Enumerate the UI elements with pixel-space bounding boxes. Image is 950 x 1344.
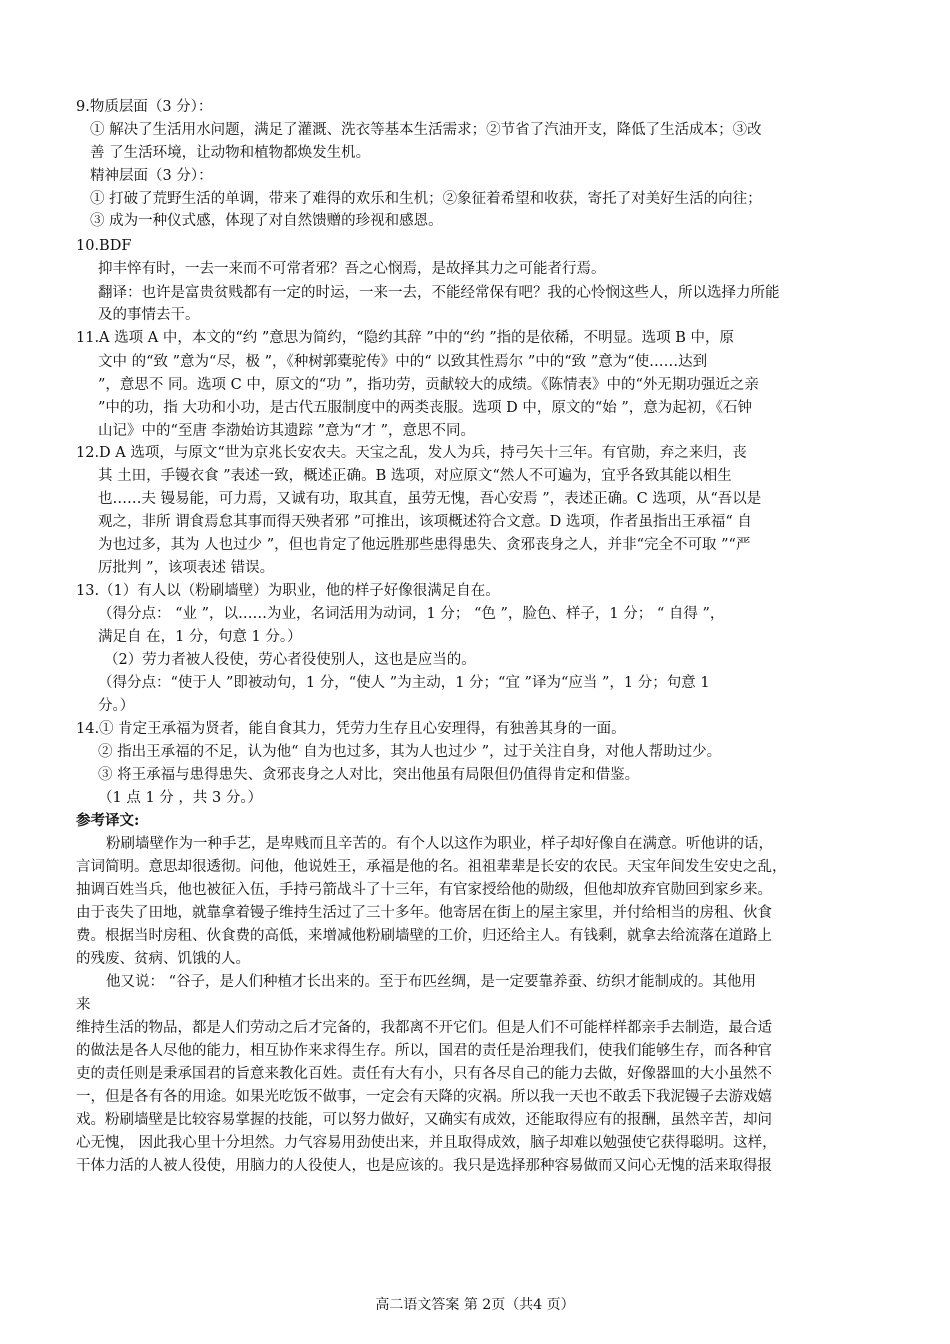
q10-original-text: 抑丰悴有时，一去一来而不可常者邪？吾之心悯焉，是故择其力之可能者行焉。 xyxy=(98,261,606,277)
q11-line: 文中 的“致 ”意为“尽，极 ”，《种树郭橐驼传》中的“ 以致其性焉尔 ”中的“致 ”意为“使……达到 xyxy=(98,354,708,370)
q10-answer: 10.BDF xyxy=(76,238,132,254)
translation-line: 维持生活的物品，都是人们劳动之后才完备的，我都离不开它们。但是人们不可能样样都亲手去制造，最合适 xyxy=(76,1020,772,1036)
translation-heading: 参考译文: xyxy=(76,812,140,829)
translation-line: 来 xyxy=(76,997,91,1013)
q13-part2: （2）劳力者被人役使，劳心者役使别人，这也是应当的。 xyxy=(104,652,476,668)
q12-line: 观之，非所 谓食焉怠其事而得天殃者邪 ”可推出，该项概述符合文意。D 选项，作者虽指出王承福“ 自 xyxy=(98,514,752,530)
translation-line: 的残废、贫病、饥饿的人。 xyxy=(76,951,250,967)
q9-spiritual-heading: 精神层面（3 分）： xyxy=(90,168,213,184)
translation-line: 由于丧失了田地，就靠拿着镘子维持生活过了三十多年。他寄居在街上的屋主家里，并付给相当的房租、伙食 xyxy=(76,905,772,921)
q11-line: 山记》中的“至唐 李渤始访其遗踪 ”意为“才 ”，意思不同。 xyxy=(98,423,475,439)
q13-scoring-1: （得分点： “业 ”，以……为业，名词活用为动词，1 分； “色 ”，脸色、样子，1 分； “ 自得 ”， xyxy=(98,606,725,622)
page-footer: 高二语文答案 第 2页（共4 页） xyxy=(375,1297,575,1313)
translation-line: 抽调百姓当兵，他也被征入伍，手持弓箭战斗了十三年，有官家授给他的勋级，但他却放弃官勋回到家乡来。 xyxy=(76,882,772,898)
translation-line: 言词简明。意思却很透彻。问他，他说姓王，承福是他的名。祖祖辈辈是长安的农民。天宝年间发生安史之乱， xyxy=(76,859,787,875)
q11-line: ”中的功，指 大功和小功，是古代五服制度中的两类丧服。选项 D 中，原文的“始 ”，意为起初，《石钟 xyxy=(98,400,753,416)
translation-line: 一，但是各有各的用途。如果光吃饭不做事，一定会有天降的灾祸。所以我一天也不敢丢下我泥镘子去游戏嬉 xyxy=(76,1089,772,1105)
q12-line: 其 土田，手镘衣食 ”表述一致，概述正确。B 选项，对应原文“然人不可遍为，宜乎各致其能以相生 xyxy=(98,468,732,484)
q14-point-1: 14.① 肯定王承福为贤者，能自食其力，凭劳力生存且心安理得，有独善其身的一面。 xyxy=(76,721,626,737)
q14-scoring: （1 点 1 分 ，共 3 分。） xyxy=(98,790,263,806)
q12-line: 厉批判 ”，该项表述 错误。 xyxy=(98,560,275,576)
translation-line: 吏的责任则是秉承国君的旨意来教化百姓。责任有大有小，只有各尽自己的能力去做，好像器皿的大小虽然不 xyxy=(76,1066,772,1082)
translation-line: 粉刷墙壁作为一种手艺，是卑贱而且辛苦的。有个人以这作为职业，样子却好像自在满意。听他讲的话， xyxy=(106,836,773,852)
q12-answer: 12.D A 选项，与原文“世为京兆长安农夫。天宝之乱，发人为兵，持弓矢十三年。有官勋，弃之来归，丧 xyxy=(76,445,747,461)
q10-translation: 翻译：也许是富贵贫贱都有一定的时运，一来一去，不能经常保有吧？我的心怜悯这些人，所以选择力所能 xyxy=(98,285,780,301)
q11-answer: 11.A 选项 A 中，本文的“约 ”意思为简约，“隐约其辞 ”中的“约 ”指的是依稀，不明显。选项 B 中，原 xyxy=(76,330,735,346)
translation-line: 费。根据当时房租、伙食费的高低，来增减他粉刷墙壁的工价，归还给主人。有钱剩，就拿去给流落在道路上 xyxy=(76,928,772,944)
q9-material-heading: 9.物质层面（3 分）： xyxy=(76,99,213,115)
q10-translation: 及的事情去干。 xyxy=(98,307,200,323)
translation-line: 他又说： “谷子，是人们种植才长出来的。至于布匹丝绸，是一定要靠养蚕、纺织才能制成的。其他用 xyxy=(106,974,757,990)
q11-line: ”，意思不 同。选项 C 中，原文的“功 ”，指功劳，贡献较大的成绩。《陈情表》中的“外无期功强近之亲 xyxy=(98,377,759,393)
q9-spiritual-line: ① 打破了荒野生活的单调，带来了难得的欢乐和生机；②象征着希望和收获，寄托了对美好生活的向往； xyxy=(90,191,762,207)
q13-part1: 13.（1）有人以（粉刷墙壁）为职业，他的样子好像很满足自在。 xyxy=(76,583,500,599)
translation-line: 的做法是各人尽他的能力，相互协作来求得生存。所以，国君的责任是治理我们，使我们能够生存，而各种官 xyxy=(76,1043,772,1059)
q13-scoring-2: 分。） xyxy=(98,698,135,714)
translation-line: 心无愧， 因此我心里十分坦然。力气容易用劲使出来，并且取得成效，脑子却难以勉强使它获得聪明。这样， xyxy=(76,1135,777,1151)
q13-scoring-2: （得分点：“使于人 ”即被动句，1 分，“使人 ”为主动，1 分；“宜 ”译为“应当 ”，1 分；句意 1 xyxy=(98,675,710,691)
q13-scoring-1: 满足自 在，1 分，句意 1 分。） xyxy=(98,629,302,645)
q9-material-line: ① 解决了生活用水问题，满足了灌溉、洗衣等基本生活需求；②节省了汽油开支，降低了生活成本；③改 xyxy=(90,122,762,138)
q9-spiritual-line: ③ 成为一种仪式感，体现了对自然馈赠的珍视和感恩。 xyxy=(90,213,443,229)
q9-material-line: 善 了生活环境，让动物和植物都焕发生机。 xyxy=(90,145,371,161)
q14-point-2: ② 指出王承福的不足，认为他“ 自为也过多，其为人也过少 ”，过于关注自身，对他人帮助过少。 xyxy=(98,744,722,760)
q14-point-3: ③ 将王承福与患得患失、贪邪丧身之人对比，突出他虽有局限但仍值得肯定和借鉴。 xyxy=(98,767,640,783)
q12-line: 也……夫 镘易能，可力焉，又诚有功，取其直，虽劳无愧，吾心安焉 ”，表述正确。C 选项，从“吾以是 xyxy=(98,491,762,507)
q12-line: 为也过多，其为 人也过少 ”，但也肯定了他远胜那些患得患失、贪邪丧身之人，并非“完全不可取 ”“严 xyxy=(98,537,751,553)
translation-line: 干体力活的人被人役使，用脑力的人役使人，也是应该的。我只是选择那种容易做而又问心无愧的活来取得报 xyxy=(76,1158,772,1174)
translation-line: 戏。粉刷墙壁是比较容易掌握的技能，可以努力做好，又确实有成效，还能取得应有的报酬，虽然辛苦，却问 xyxy=(76,1112,772,1128)
